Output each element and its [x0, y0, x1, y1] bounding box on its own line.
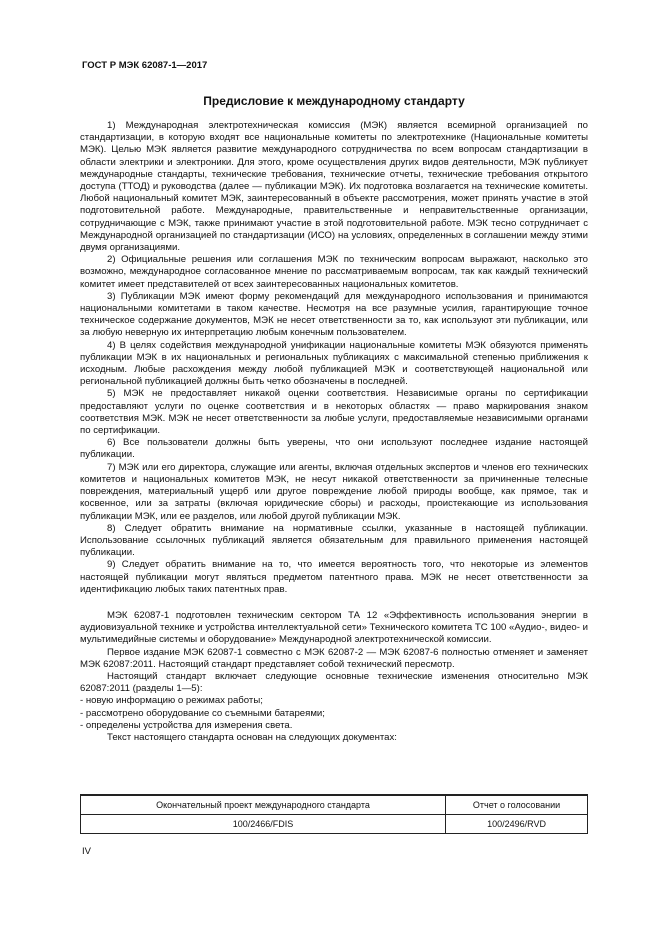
change-item: - новую информацию о режимах работы; — [80, 695, 263, 707]
change-item: - определены устройства для измерения света. — [80, 719, 293, 731]
page-title: Предисловие к международному стандарту — [203, 94, 465, 108]
document-id: ГОСТ Р МЭК 62087-1—2017 — [82, 60, 208, 71]
table-header-rvd: Отчет о голосовании — [446, 795, 588, 815]
documents-table — [80, 794, 588, 834]
paragraph-1: 1) Международная электротехническая комиссия (МЭК) является всемирной организацией по стандартизации, в которую входят все национальные комитеты по электротехнике (Национальные комитеты МЭК). Целью МЭК является развитие международного сотрудничества по всем вопросам стандартизации в области электрики и электроники. Для этого, кроме осуществления других видов деятельности, МЭК публикует международные стандарты, технические требования, технические отчеты, технические требования открытого доступа (ТТОД) и руководства (далее — публикации МЭК). Их подготовка возлагается на технические комитеты. Любой национальный комитет МЭК, заинтересованный в объекте рассмотрения, может принять участие в этой подготовительной работе. Международные, правительственные и неправительственные организации, сотрудничающие с МЭК, также принимают участие в этой подготовительной работе. МЭК тесно сотрудничает с Международной организацией по стандартизации (ИСО) на условиях, определенных в соглашении между этими двумя организациями. — [80, 120, 588, 254]
paragraph-7: 7) МЭК или его директора, служащие или агенты, включая отдельных экспертов и членов его технических комитетов и национальных комитетов МЭК, не несут никакой ответственности за причиненные телесные повреждения, материальный ущерб или другое повреждение любой природы вообще, как прямое, так и косвенное, или за затраты (включая юридические сборы) и расходы, проистекающие из использования публикации МЭК, или ее разделов, или любой другой публикации МЭК. — [80, 461, 588, 522]
paragraph-9: 9) Следует обратить внимание на то, что имеется вероятность того, что некоторые из элементов настоящей публикации могут являться предметом патентного права. МЭК не несет ответственности за идентификацию любых таких патентных прав. — [80, 559, 588, 595]
document-body — [80, 120, 588, 744]
page-number: IV — [82, 846, 91, 857]
table-cell-fdis: 100/2466/FDIS — [81, 815, 446, 834]
paragraph-5: 5) МЭК не предоставляет никакой оценки соответствия. Независимые органы по сертификации предоставляют услуги по оценке соответствия и в некоторых областях — право маркирования знаком соответствия МЭК. МЭК не несет ответственности за любые услуги, предоставляемые независимыми органами по сертификации. — [80, 388, 588, 437]
intro-changes-lead: Настоящий стандарт включает следующие основные технические изменения относительно МЭК 62087:2011 (разделы 1—5): — [80, 670, 588, 695]
paragraph-6: 6) Все пользователи должны быть уверены, что они используют последнее издание настоящей публикации. — [80, 437, 588, 461]
intro-prepared-by: МЭК 62087-1 подготовлен техническим сектором ТА 12 «Эффективность использования энергии в аудиовизуальной технике и устройства интеллектуальной сети» Технического комитета ТС 100 «Аудио-, видео- и мультимедийные системы и оборудование» Международной электротехнической комиссии. — [80, 609, 588, 646]
intro-based-on: Текст настоящего стандарта основан на следующих документах: — [107, 731, 397, 743]
intro-edition: Первое издание МЭК 62087-1 совместно с МЭК 62087-2 — МЭК 62087-6 полностью отменяет и заменяет МЭК 62087:2011. Настоящий стандарт представляет собой технический пересмотр. — [80, 646, 588, 670]
table-header-fdis: Окончательный проект международного стандарта — [81, 795, 446, 815]
paragraph-8: 8) Следует обратить внимание на нормативные ссылки, указанные в настоящей публикации. Использование ссылочных публикаций является обязательным для правильного применения настоящей публикации. — [80, 522, 588, 559]
table-row — [81, 815, 588, 834]
table-cell-rvd: 100/2496/RVD — [446, 815, 588, 834]
change-item: - рассмотрено оборудование со съемными батареями; — [80, 707, 325, 719]
paragraph-4: 4) В целях содействия международной унификации национальные комитеты МЭК обязуются применять публикации МЭК в их национальных и региональных публикациях с максимальной степенью приближения к исходным. Любые расхождения между любой публикацией МЭК и соответствующей национальной или региональной публикацией должны быть четко обозначены в последней. — [80, 339, 588, 388]
paragraph-3: 3) Публикации МЭК имеют форму рекомендаций для международного использования и принимаются национальными комитетами в таком качестве. Несмотря на все разумные усилия, гарантирующие точное техническое содержание документов, МЭК не несет ответственности за то, как используют эти публикации, или за любую неверную их интерпретацию любым конечным пользователем. — [80, 290, 588, 339]
paragraph-2: 2) Официальные решения или соглашения МЭК по техническим вопросам выражают, насколько это возможно, международное согласованное мнение по рассматриваемым вопросам, так как каждый технический комитет имеет представителей от всех заинтересованных национальных комитетов. — [80, 254, 588, 290]
table-header-row — [81, 795, 588, 815]
